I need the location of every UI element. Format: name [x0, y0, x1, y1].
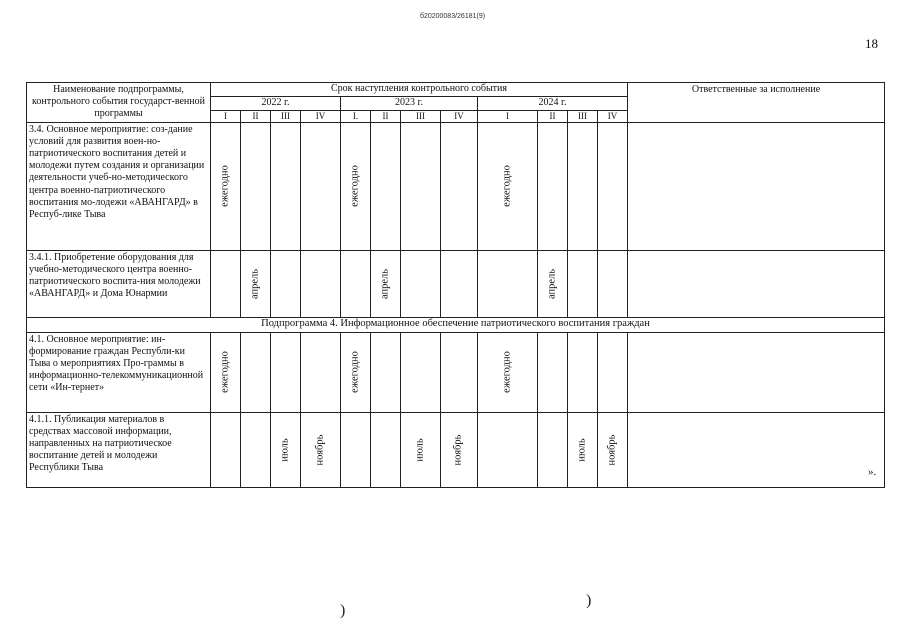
quarter-cell [341, 412, 371, 487]
quarter-cell [271, 412, 301, 487]
quarter-cell [538, 122, 568, 250]
quarter-label: II [538, 110, 568, 122]
control-events-table [26, 82, 885, 488]
responsible-cell [628, 122, 885, 250]
deadline-label: ноябрь [606, 434, 618, 466]
event-name: 3.4.1. Приобретение оборудования для учебно-методического центра военно-патриотического воспита-ния молодежи «АВАНГАРД» и Дома Юнармии [27, 250, 211, 317]
event-name: 4.1. Основное мероприятие: ин-формирование граждан Республи-ки Тыва о мероприятиях Про-граммы в информационно-телекоммуникационной сети «Ин-тернет» [27, 332, 211, 412]
quarter-cell [401, 412, 441, 487]
quarter-cell [401, 332, 441, 412]
deadline-label: ежегодно [501, 351, 513, 393]
header-period: Срок наступления контрольного события [211, 83, 628, 97]
quarter-cell [271, 122, 301, 250]
quarter-cell [371, 250, 401, 317]
quarter-cell [271, 250, 301, 317]
deadline-label: ежегодно [219, 351, 231, 393]
table-row [27, 122, 885, 250]
deadline-label: ежегодно [349, 351, 361, 393]
quarter-cell [401, 250, 441, 317]
quarter-cell [478, 332, 538, 412]
deadline-label: апрель [546, 268, 558, 299]
quarter-cell [211, 250, 241, 317]
quarter-cell [568, 332, 598, 412]
quarter-cell [598, 412, 628, 487]
quarter-cell [341, 332, 371, 412]
table-row [27, 332, 885, 412]
document-id: б20200083/26181(9) [419, 13, 486, 20]
deadline-label: июль [414, 437, 426, 462]
quarter-cell [211, 332, 241, 412]
year-label: 2022 г. [211, 96, 341, 110]
quarter-cell [211, 122, 241, 250]
deadline-label: ноябрь [452, 434, 464, 466]
quarter-cell [241, 412, 271, 487]
subprogram-title: Подпрограмма 4. Информационное обеспечение патриотического воспитания граждан [27, 317, 885, 332]
quarter-cell [271, 332, 301, 412]
quarter-label: I. [341, 110, 371, 122]
deadline-label: ежегодно [219, 165, 231, 207]
quarter-cell [241, 332, 271, 412]
quarter-cell [598, 332, 628, 412]
quarter-cell [538, 332, 568, 412]
deadline-label: апрель [249, 268, 261, 299]
year-label: 2023 г. [341, 96, 478, 110]
quarter-cell [441, 332, 478, 412]
responsible-cell [628, 332, 885, 412]
deadline-label: апрель [379, 268, 391, 299]
quarter-cell [211, 412, 241, 487]
quarter-label: III [401, 110, 441, 122]
event-name: 3.4. Основное мероприятие: соз-дание условий для развития воен-но-патриотического воспитания детей и молодежи путем создания и организации деятельности учеб-но-методического центра военно-патриотического воспитания мо-лодежи «АВАНГАРД» в Респуб-лике Тыва [27, 122, 211, 250]
quarter-cell [598, 250, 628, 317]
quarter-cell [538, 250, 568, 317]
quarter-cell [568, 412, 598, 487]
event-name: 4.1.1. Публикация материалов в средствах массовой информации, направленных на патриотическое воспитание детей и молодежи Республики Тыва [27, 412, 211, 487]
responsible-cell [628, 250, 885, 317]
table-row [27, 250, 885, 317]
quarter-cell [478, 412, 538, 487]
header-row [27, 83, 885, 97]
quarter-label: I [478, 110, 538, 122]
quarter-cell [341, 122, 371, 250]
quarter-cell [371, 122, 401, 250]
deadline-label: ежегодно [349, 165, 361, 207]
responsible-cell [628, 412, 885, 487]
quarter-cell [241, 122, 271, 250]
subprogram-row [27, 317, 885, 332]
scan-mark: ) [586, 592, 592, 609]
year-label: 2024 г. [478, 96, 628, 110]
deadline-label: ноябрь [314, 434, 326, 466]
quarter-cell [568, 250, 598, 317]
quarter-label: IV [301, 110, 341, 122]
quarter-cell [598, 122, 628, 250]
table-row [27, 412, 885, 487]
quarter-cell [568, 122, 598, 250]
quarter-cell [301, 332, 341, 412]
quarter-label: II [241, 110, 271, 122]
quarter-cell [341, 250, 371, 317]
quarter-cell [371, 412, 401, 487]
quarter-label: I [211, 110, 241, 122]
quarter-cell [301, 412, 341, 487]
page-number: 18 [865, 36, 878, 51]
quarter-label: II [371, 110, 401, 122]
quarter-cell [301, 250, 341, 317]
scan-mark: ) [340, 602, 346, 619]
deadline-label: июль [576, 437, 588, 462]
deadline-label: июль [279, 437, 291, 462]
quarter-cell [478, 122, 538, 250]
quarter-label: IV [598, 110, 628, 122]
quarter-cell [441, 412, 478, 487]
header-responsible: Ответственные за исполнение [628, 83, 885, 123]
closing-quote: ». [868, 466, 877, 478]
quarter-cell [301, 122, 341, 250]
quarter-label: III [271, 110, 301, 122]
quarter-cell [441, 250, 478, 317]
quarter-cell [401, 122, 441, 250]
quarter-label: III [568, 110, 598, 122]
quarter-cell [441, 122, 478, 250]
quarter-cell [538, 412, 568, 487]
quarter-cell [241, 250, 271, 317]
quarter-cell [478, 250, 538, 317]
header-name: Наименование подпрограммы, контрольного события государст-венной программы [27, 83, 211, 123]
deadline-label: ежегодно [501, 165, 513, 207]
quarter-cell [371, 332, 401, 412]
quarter-label: IV [441, 110, 478, 122]
